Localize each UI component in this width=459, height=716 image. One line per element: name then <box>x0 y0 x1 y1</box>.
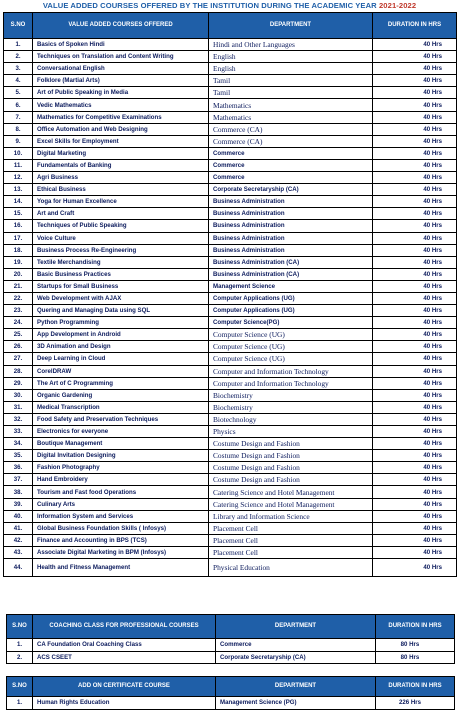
row-sno: 19. <box>4 256 33 268</box>
coaching-class-table <box>6 614 455 664</box>
value-added-courses-table <box>3 12 457 577</box>
row-sno: 1. <box>7 639 33 652</box>
row-sno: 5. <box>4 87 33 99</box>
row-duration: 40 Hrs <box>373 534 457 546</box>
row-department: Costume Design and Fashion <box>209 438 373 450</box>
table-row <box>4 498 457 510</box>
table-row <box>4 510 457 522</box>
row-course: CA Foundation Oral Coaching Class <box>33 639 216 652</box>
table-row <box>4 232 457 244</box>
row-duration: 40 Hrs <box>373 232 457 244</box>
row-sno: 2. <box>7 651 33 664</box>
row-department: Tamil <box>209 87 373 99</box>
row-department: Biotechnology <box>209 413 373 425</box>
row-sno: 43. <box>4 546 33 558</box>
header-duration: DURATION IN HRS <box>373 13 457 39</box>
row-department: Biochemistry <box>209 389 373 401</box>
row-course: 3D Animation and Design <box>33 341 209 353</box>
row-course: Business Process Re-Engineering <box>33 244 209 256</box>
row-course: Hand Embroidery <box>33 474 209 486</box>
table-row <box>4 353 457 365</box>
row-department: Commerce <box>216 639 376 652</box>
row-course: Medical Transcription <box>33 401 209 413</box>
row-sno: 8. <box>4 123 33 135</box>
row-course: Art of Public Speaking in Media <box>33 87 209 99</box>
row-course: Web Development with AJAX <box>33 292 209 304</box>
row-course: The Art of C Programming <box>33 377 209 389</box>
row-department: Physical Education <box>209 559 373 577</box>
row-duration: 40 Hrs <box>373 244 457 256</box>
row-sno: 10. <box>4 147 33 159</box>
row-duration: 40 Hrs <box>373 268 457 280</box>
row-course: Textile Merchandising <box>33 256 209 268</box>
title-year: 2021-2022 <box>378 1 417 10</box>
row-course: Culinary Arts <box>33 498 209 510</box>
table-row <box>4 184 457 196</box>
row-sno: 16. <box>4 220 33 232</box>
row-course: Food Safety and Preservation Techniques <box>33 413 209 425</box>
table-row <box>4 534 457 546</box>
row-course: Information System and Services <box>33 510 209 522</box>
row-sno: 7. <box>4 111 33 123</box>
table-row <box>4 389 457 401</box>
table-row <box>4 75 457 87</box>
table-row <box>4 401 457 413</box>
header-duration: DURATION IN HRS <box>376 615 455 639</box>
row-sno: 29. <box>4 377 33 389</box>
table-row <box>4 474 457 486</box>
row-department: Business Administration (CA) <box>209 268 373 280</box>
row-department: Mathematics <box>209 111 373 123</box>
row-course: Tourism and Fast food Operations <box>33 486 209 498</box>
row-course: Excel Skills for Employment <box>33 135 209 147</box>
table-row <box>4 123 457 135</box>
row-duration: 40 Hrs <box>373 51 457 63</box>
row-sno: 13. <box>4 184 33 196</box>
row-sno: 15. <box>4 208 33 220</box>
row-course: Basics of Spoken Hindi <box>33 39 209 51</box>
row-course: Yoga for Human Excellence <box>33 196 209 208</box>
row-course: Agri Business <box>33 172 209 184</box>
row-duration: 40 Hrs <box>373 510 457 522</box>
row-department: Commerce <box>209 172 373 184</box>
row-sno: 34. <box>4 438 33 450</box>
row-duration: 40 Hrs <box>373 305 457 317</box>
row-department: Placement Cell <box>209 522 373 534</box>
row-course: Art and Craft <box>33 208 209 220</box>
row-duration: 40 Hrs <box>373 498 457 510</box>
row-duration: 80 Hrs <box>376 639 455 652</box>
row-course: Quering and Managing Data using SQL <box>33 305 209 317</box>
table-header-row <box>7 615 455 639</box>
table-row <box>4 559 457 577</box>
row-department: Library and Information Science <box>209 510 373 522</box>
row-course: ACS CSEET <box>33 651 216 664</box>
row-sno: 33. <box>4 426 33 438</box>
row-sno: 37. <box>4 474 33 486</box>
header-sno: S.NO <box>7 677 33 697</box>
row-sno: 9. <box>4 135 33 147</box>
table-row <box>4 292 457 304</box>
header-course: ADD ON CERTIFICATE COURSE <box>33 677 216 697</box>
row-duration: 40 Hrs <box>373 135 457 147</box>
row-sno: 30. <box>4 389 33 401</box>
header-department: DEPARTMENT <box>216 615 376 639</box>
row-department: Business Administration (CA) <box>209 256 373 268</box>
table-row <box>4 462 457 474</box>
row-department: Physics <box>209 426 373 438</box>
row-sno: 11. <box>4 159 33 171</box>
page-title <box>0 0 459 12</box>
table-row <box>4 268 457 280</box>
row-duration: 40 Hrs <box>373 196 457 208</box>
header-sno: S.NO <box>4 13 33 39</box>
row-sno: 22. <box>4 292 33 304</box>
row-department: Computer and Information Technology <box>209 365 373 377</box>
table-row <box>4 341 457 353</box>
row-department: Commerce <box>209 159 373 171</box>
row-sno: 42. <box>4 534 33 546</box>
table-row <box>4 39 457 51</box>
row-course: Finance and Accounting in BPS (TCS) <box>33 534 209 546</box>
row-sno: 21. <box>4 280 33 292</box>
row-sno: 1. <box>7 697 33 710</box>
row-duration: 40 Hrs <box>373 474 457 486</box>
row-duration: 40 Hrs <box>373 365 457 377</box>
row-department: Computer Applications (UG) <box>209 292 373 304</box>
row-course: Techniques on Translation and Content Writing <box>33 51 209 63</box>
table-row <box>4 450 457 462</box>
row-sno: 28. <box>4 365 33 377</box>
table-row <box>4 51 457 63</box>
row-department: Commerce <box>209 147 373 159</box>
row-course: Boutique Management <box>33 438 209 450</box>
row-sno: 1. <box>4 39 33 51</box>
header-course: VALUE ADDED COURSES OFFERED <box>33 13 209 39</box>
row-duration: 40 Hrs <box>373 208 457 220</box>
row-course: Global Business Foundation Skills ( Infosys) <box>33 522 209 534</box>
row-duration: 40 Hrs <box>373 401 457 413</box>
row-duration: 40 Hrs <box>373 280 457 292</box>
row-course: Electronics for everyone <box>33 426 209 438</box>
row-sno: 39. <box>4 498 33 510</box>
row-sno: 44. <box>4 559 33 577</box>
row-duration: 40 Hrs <box>373 172 457 184</box>
row-department: Costume Design and Fashion <box>209 450 373 462</box>
row-sno: 4. <box>4 75 33 87</box>
row-department: Management Science (PG) <box>216 697 376 710</box>
table-row <box>4 486 457 498</box>
row-sno: 38. <box>4 486 33 498</box>
row-department: Catering Science and Hotel Management <box>209 498 373 510</box>
add-on-certificate-table <box>6 676 455 710</box>
row-duration: 40 Hrs <box>373 450 457 462</box>
row-department: Computer Science (UG) <box>209 329 373 341</box>
row-course: Deep Learning in Cloud <box>33 353 209 365</box>
table-row <box>4 196 457 208</box>
row-course: Mathematics for Competitive Examinations <box>33 111 209 123</box>
table-row <box>4 99 457 111</box>
row-department: Commerce (CA) <box>209 135 373 147</box>
row-department: Computer Applications (UG) <box>209 305 373 317</box>
table-row <box>4 329 457 341</box>
header-duration: DURATION IN HRS <box>376 677 455 697</box>
table-row <box>4 220 457 232</box>
row-course: Basic Business Practices <box>33 268 209 280</box>
row-department: Commerce (CA) <box>209 123 373 135</box>
row-duration: 40 Hrs <box>373 99 457 111</box>
row-sno: 3. <box>4 63 33 75</box>
row-duration: 40 Hrs <box>373 486 457 498</box>
row-course: CorelDRAW <box>33 365 209 377</box>
row-department: Computer Science (UG) <box>209 353 373 365</box>
row-department: Computer and Information Technology <box>209 377 373 389</box>
row-course: App Development in Android <box>33 329 209 341</box>
table-row <box>4 135 457 147</box>
row-duration: 80 Hrs <box>376 651 455 664</box>
row-duration: 40 Hrs <box>373 426 457 438</box>
row-course: Associate Digital Marketing in BPM (Infosys) <box>33 546 209 558</box>
row-department: Placement Cell <box>209 534 373 546</box>
row-course: Organic Gardening <box>33 389 209 401</box>
row-course: Health and Fitness Management <box>33 559 209 577</box>
row-duration: 40 Hrs <box>373 75 457 87</box>
table-row <box>4 172 457 184</box>
row-department: Hindi and Other Languages <box>209 39 373 51</box>
table-row <box>4 63 457 75</box>
row-department: Mathematics <box>209 99 373 111</box>
header-department: DEPARTMENT <box>216 677 376 697</box>
row-department: Corporate Secretaryship (CA) <box>216 651 376 664</box>
row-duration: 40 Hrs <box>373 353 457 365</box>
row-sno: 31. <box>4 401 33 413</box>
row-sno: 35. <box>4 450 33 462</box>
row-duration: 40 Hrs <box>373 147 457 159</box>
row-duration: 40 Hrs <box>373 462 457 474</box>
row-duration: 40 Hrs <box>373 329 457 341</box>
row-course: Office Automation and Web Designing <box>33 123 209 135</box>
table-row <box>4 438 457 450</box>
table-header-row <box>7 677 455 697</box>
table-row <box>4 317 457 329</box>
row-department: Business Administration <box>209 220 373 232</box>
table-row <box>4 280 457 292</box>
row-sno: 32. <box>4 413 33 425</box>
row-department: Business Administration <box>209 208 373 220</box>
table-row <box>4 147 457 159</box>
row-sno: 20. <box>4 268 33 280</box>
row-course: Python Programming <box>33 317 209 329</box>
row-department: English <box>209 51 373 63</box>
row-course: Startups for Small Business <box>33 280 209 292</box>
row-duration: 40 Hrs <box>373 559 457 577</box>
header-sno: S.NO <box>7 615 33 639</box>
row-department: Business Administration <box>209 232 373 244</box>
row-department: Catering Science and Hotel Management <box>209 486 373 498</box>
row-sno: 27. <box>4 353 33 365</box>
table-row <box>4 87 457 99</box>
row-sno: 6. <box>4 99 33 111</box>
row-department: Placement Cell <box>209 546 373 558</box>
row-sno: 40. <box>4 510 33 522</box>
row-sno: 23. <box>4 305 33 317</box>
table-row <box>7 651 455 664</box>
row-duration: 40 Hrs <box>373 63 457 75</box>
row-course: Fashion Photography <box>33 462 209 474</box>
row-course: Folklore (Martial Arts) <box>33 75 209 87</box>
row-duration: 40 Hrs <box>373 292 457 304</box>
row-duration: 40 Hrs <box>373 413 457 425</box>
row-duration: 40 Hrs <box>373 377 457 389</box>
row-department: Computer Science(PG) <box>209 317 373 329</box>
row-duration: 40 Hrs <box>373 317 457 329</box>
title-text: VALUE ADDED COURSES OFFERED BY THE INSTITUTION DURING THE ACADEMIC YEAR <box>42 1 377 10</box>
row-duration: 40 Hrs <box>373 389 457 401</box>
row-sno: 25. <box>4 329 33 341</box>
row-department: English <box>209 63 373 75</box>
row-duration: 40 Hrs <box>373 522 457 534</box>
row-course: Techniques of Public Speaking <box>33 220 209 232</box>
row-course: Ethical Business <box>33 184 209 196</box>
header-department: DEPARTMENT <box>209 13 373 39</box>
row-duration: 40 Hrs <box>373 546 457 558</box>
row-course: Voice Culture <box>33 232 209 244</box>
row-department: Business Administration <box>209 244 373 256</box>
table-row <box>4 365 457 377</box>
table-row <box>4 159 457 171</box>
table-row <box>4 426 457 438</box>
table-row <box>4 111 457 123</box>
row-department: Tamil <box>209 75 373 87</box>
row-duration: 226 Hrs <box>376 697 455 710</box>
row-course: Fundamentals of Banking <box>33 159 209 171</box>
row-department: Costume Design and Fashion <box>209 462 373 474</box>
row-department: Costume Design and Fashion <box>209 474 373 486</box>
row-duration: 40 Hrs <box>373 184 457 196</box>
row-course: Digital Invitation Designing <box>33 450 209 462</box>
row-department: Corporate Secretaryship (CA) <box>209 184 373 196</box>
row-sno: 24. <box>4 317 33 329</box>
table-row <box>4 256 457 268</box>
row-duration: 40 Hrs <box>373 87 457 99</box>
table-row <box>4 305 457 317</box>
table-row <box>7 639 455 652</box>
table-row <box>4 546 457 558</box>
table-row <box>4 208 457 220</box>
table-row <box>7 697 455 710</box>
row-duration: 40 Hrs <box>373 123 457 135</box>
row-department: Business Administration <box>209 196 373 208</box>
row-duration: 40 Hrs <box>373 438 457 450</box>
row-duration: 40 Hrs <box>373 256 457 268</box>
row-duration: 40 Hrs <box>373 220 457 232</box>
table-header-row <box>4 13 457 39</box>
row-course: Conversational English <box>33 63 209 75</box>
row-sno: 2. <box>4 51 33 63</box>
row-department: Biochemistry <box>209 401 373 413</box>
row-duration: 40 Hrs <box>373 341 457 353</box>
row-sno: 17. <box>4 232 33 244</box>
row-course: Human Rights Education <box>33 697 216 710</box>
table-row <box>4 413 457 425</box>
row-course: Digital Marketing <box>33 147 209 159</box>
table-row <box>4 244 457 256</box>
row-sno: 26. <box>4 341 33 353</box>
row-duration: 40 Hrs <box>373 159 457 171</box>
row-duration: 40 Hrs <box>373 111 457 123</box>
table-row <box>4 522 457 534</box>
row-sno: 18. <box>4 244 33 256</box>
row-department: Computer Science (UG) <box>209 341 373 353</box>
row-sno: 14. <box>4 196 33 208</box>
header-course: COACHING CLASS FOR PROFESSIONAL COURSES <box>33 615 216 639</box>
row-course: Vedic Mathematics <box>33 99 209 111</box>
row-duration: 40 Hrs <box>373 39 457 51</box>
row-sno: 41. <box>4 522 33 534</box>
table-row <box>4 377 457 389</box>
row-department: Management Science <box>209 280 373 292</box>
row-sno: 36. <box>4 462 33 474</box>
row-sno: 12. <box>4 172 33 184</box>
